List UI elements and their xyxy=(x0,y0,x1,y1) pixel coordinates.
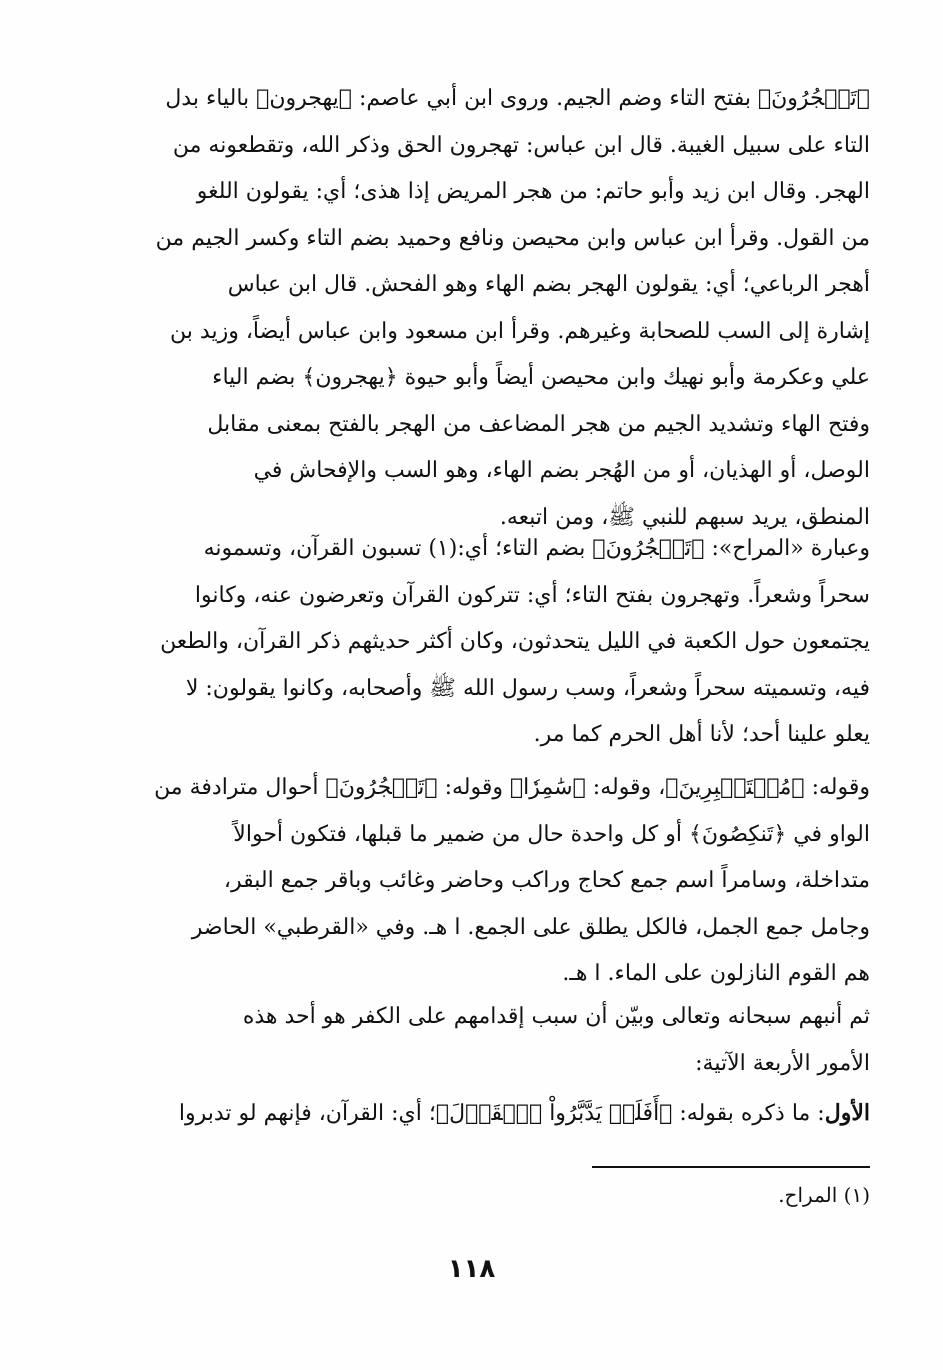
paragraph-2 xyxy=(100,526,870,759)
text-line: وجامل جمع الجمل، فالكل يطلق على الجمع. ا هـ. وفي «القرطبي» الحاضر xyxy=(191,914,870,940)
text-line: المنطق، يريد سبهم للنبي ﷺ، ومن اتبعه. xyxy=(499,504,870,530)
text-line: ثم أنبهم سبحانه وتعالى وبيّن أن سبب إقدامهم على الكفر هو أحد هذه xyxy=(242,1004,870,1029)
text-line: متداخلة، وسامراً اسم جمع كحاج وراكب وحاضر وغائب وباقر جمع البقر، xyxy=(223,868,870,893)
text-line: يعلو علينا أحد؛ لأنا أهل الحرم كما مر. xyxy=(533,722,870,747)
text-line: فيه، وتسميته سحراً وشعراً، وسب رسول الله ﷺ وأصحابه، وكانوا يقولون: لا xyxy=(185,675,870,701)
text-line-rest: : ما ذكره بقوله: ﴿أَفَلَمۡ يَدَّبَّرُواْ ٱلۡقَوۡلَ﴾؛ أي: القرآن، فإنهم لو تدبروا xyxy=(178,1101,825,1126)
text-line: وعبارة «المراح»: ﴿تَهۡجُرُونَ﴾ بضم التاء؛ أي:(١) تسبون القرآن، وتسمونه xyxy=(203,536,870,561)
paragraph-4 xyxy=(100,994,870,1087)
text-line: من القول. وقرأ ابن عباس وابن محيصن ونافع وحميد بضم التاء وكسر الجيم من xyxy=(155,225,870,251)
text-line: سحراً وشعراً. وتهجرون بفتح التاء؛ أي: تتركون القرآن وتعرضون عنه، وكانوا xyxy=(194,582,870,608)
text-line: الأمور الأربعة الآتية: xyxy=(695,1050,870,1076)
paragraph-5 xyxy=(100,1090,870,1137)
text-line: الهجر. وقال ابن زيد وأبو حاتم: من هجر المريض إذا هذى؛ أي: يقولون اللغو xyxy=(196,179,870,204)
text-line: وقوله: ﴿مُسۡتَكۡبِرِينَ﴾، وقوله: ﴿سَٰمِرٗا﴾ وقوله: ﴿تَهۡجُرُونَ﴾ أحوال مترادفة من xyxy=(154,775,870,800)
text-line: الواو في ﴿تَنكِصُونَ﴾ أو كل واحدة حال من ضمير ما قبلها، فتكون أحوالاً xyxy=(233,821,870,847)
footnote-divider xyxy=(592,1166,870,1168)
text-line: إشارة إلى السب للصحابة وغيرهم. وقرأ ابن مسعود وابن عباس أيضاً، وزيد بن xyxy=(170,318,870,344)
paragraph-3 xyxy=(100,765,870,998)
text-line: أهجر الرباعي؛ أي: يقولون الهجر بضم الهاء وهو الفحش. قال ابن عباس xyxy=(227,272,870,297)
bold-lead-word: الأول xyxy=(824,1100,870,1126)
page-number: ١١٨ xyxy=(447,1254,496,1284)
footnote: (١) المراح. xyxy=(778,1183,870,1207)
text-line: علي وعكرمة وأبو نهيك وابن محيصن أيضاً وأبو حيوة ﴿يهجرون﴾ بضم الياء xyxy=(212,365,870,390)
text-line: يجتمعون حول الكعبة في الليل يتحدثون، وكان أكثر حديثهم ذكر القرآن، والطعن xyxy=(160,629,870,654)
paragraph-1 xyxy=(100,76,870,541)
text-line: وفتح الهاء وتشديد الجيم من هجر المضاعف من الهجر بالفتح بمعنى مقابل xyxy=(207,411,870,437)
text-line: الوصل، أو الهذيان، أو من الهُجر بضم الهاء، وهو السب والإفحاش في xyxy=(253,458,870,483)
text-line: التاء على سبيل الغيبة. قال ابن عباس: تهجرون الحق وذكر الله، وتقطعونه من xyxy=(172,132,870,158)
text-line: ﴿تَهۡجُرُونَ﴾ بفتح التاء وضم الجيم. وروى ابن أبي عاصم: ﴿يهجرون﴾ بالياء بدل xyxy=(165,86,870,111)
text-line xyxy=(100,1090,870,1137)
text-line: هم القوم النازلون على الماء. ا هـ. xyxy=(562,961,870,986)
